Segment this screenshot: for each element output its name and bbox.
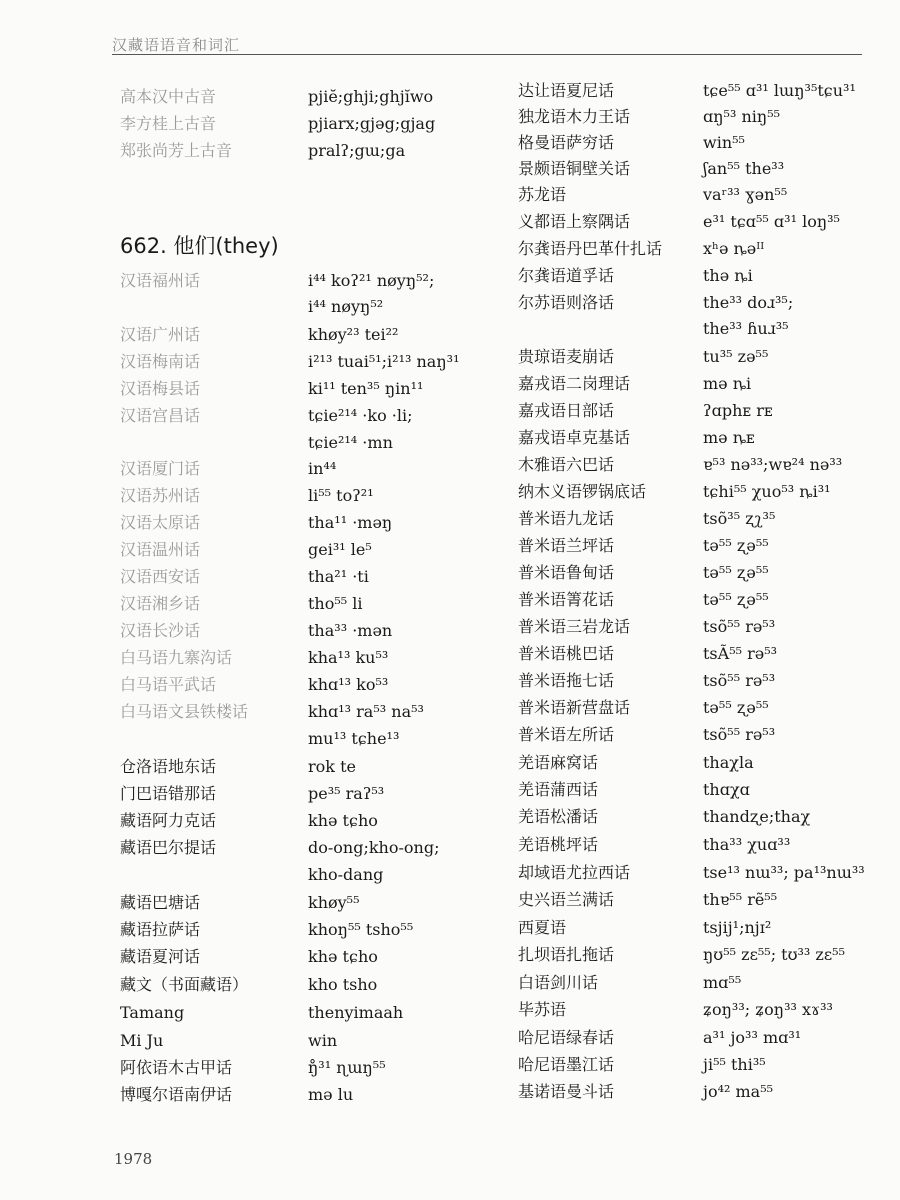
entry-language: 木雅语六巴话 [518, 455, 615, 474]
entry-form: ɑŋ⁵³ niŋ⁵⁵ [703, 107, 781, 126]
entry-language: 汉语梅南话 [120, 352, 201, 371]
entry-form: tha³³ χuɑ³³ [703, 835, 791, 854]
entry-form: ŋ̊³¹ ɳɯŋ⁵⁵ [308, 1058, 386, 1077]
entry-language: 独龙语木力王话 [518, 107, 631, 126]
entry-form: thə ȵi [703, 266, 753, 285]
entry-language: 景颇语铜壁关话 [518, 159, 631, 178]
entry-language: 藏语拉萨话 [120, 920, 201, 939]
entry-language: 汉语太原话 [120, 513, 201, 532]
entry-language: 汉语湘乡话 [120, 594, 201, 613]
entry-language: 普米语新营盘话 [518, 698, 631, 717]
entry-form: tu³⁵ zə⁵⁵ [703, 347, 769, 366]
entry-form: ŋʊ⁵⁵ zɛ⁵⁵; tʊ³³ zɛ⁵⁵ [703, 945, 845, 964]
entry-language: 普米语九龙话 [518, 509, 615, 528]
entry-language: 却域语尤拉西话 [518, 863, 631, 882]
entry-form: thɐ⁵⁵ rẽ⁵⁵ [703, 890, 778, 909]
entry-form: i⁴⁴ nøyŋ⁵² [308, 297, 384, 316]
entry-language: 白马语九寨沟话 [120, 648, 233, 667]
entry-form: i⁴⁴ koʔ²¹ nøyŋ⁵²; [308, 271, 435, 290]
entry-language: 普米语拖七话 [518, 671, 615, 690]
entry-form: tha²¹ ·ti [308, 567, 369, 586]
entry-form: li⁵⁵ toʔ²¹ [308, 486, 374, 505]
entry-form: tə⁵⁵ ʐə⁵⁵ [703, 590, 769, 609]
entry-language: 普米语三岩龙话 [518, 617, 631, 636]
page-number: 1978 [114, 1150, 153, 1168]
entry-language: 苏龙语 [518, 185, 567, 204]
entry-language: 汉语温州话 [120, 540, 201, 559]
entry-form: tho⁵⁵ li [308, 594, 363, 613]
entry-form: khɑ¹³ ko⁵³ [308, 675, 389, 694]
entry-language: 义都语上察隅话 [518, 212, 631, 231]
entry-form: mu¹³ tɕhe¹³ [308, 729, 400, 748]
header-rule [112, 54, 862, 55]
entry-language: 扎坝语扎拖话 [518, 945, 615, 964]
entry-form: thɑχɑ [703, 780, 750, 799]
entry-form: tsõ⁵⁵ rə⁵³ [703, 725, 776, 744]
entry-language: 普米语箐花话 [518, 590, 615, 609]
entry-language: 尔龚语道孚话 [518, 266, 615, 285]
entry-form: ki¹¹ ten³⁵ ŋin¹¹ [308, 379, 424, 398]
entry-form: tsjij¹;njɪ² [703, 918, 772, 937]
entry-language: 哈尼语绿春话 [518, 1028, 615, 1047]
entry-language: 博嘎尔语南伊话 [120, 1085, 233, 1104]
entry-language: 格曼语萨穷话 [518, 133, 615, 152]
entry-form: kha¹³ ku⁵³ [308, 648, 389, 667]
entry-form: tɕhi⁵⁵ χuo⁵³ ȵi³¹ [703, 482, 831, 501]
entry-language: 汉语厦门话 [120, 459, 201, 478]
entry-form: tə⁵⁵ ʐə⁵⁵ [703, 698, 769, 717]
entry-language: 藏语夏河话 [120, 947, 201, 966]
entry-form: mə ȵi [703, 374, 752, 393]
entry-form: khə tɕho [308, 811, 378, 830]
entry-language: 李方桂上古音 [120, 114, 217, 133]
entry-language: 高本汉中古音 [120, 87, 217, 106]
entry-form: ʔɑphᴇ rᴇ [703, 401, 773, 420]
entry-language: 汉语梅县话 [120, 379, 201, 398]
entry-form: gei³¹ le⁵ [308, 540, 372, 559]
entry-form: the³³ doɹ³⁵; [703, 293, 794, 312]
entry-form: do-ong;kho-ong; [308, 838, 440, 857]
entry-form: thaχla [703, 753, 754, 772]
entry-language: 汉语广州话 [120, 325, 201, 344]
running-header: 汉藏语语音和词汇 [112, 36, 241, 54]
entry-form: i²¹³ tuai⁵¹;i²¹³ naŋ³¹ [308, 352, 460, 371]
entry-language: 汉语福州话 [120, 271, 201, 290]
entry-form: ʃan⁵⁵ the³³ [703, 159, 785, 178]
entry-form: khɑ¹³ ra⁵³ na⁵³ [308, 702, 424, 721]
entry-language: 嘉戎语日部话 [518, 401, 615, 420]
entry-language: 史兴语兰满话 [518, 890, 615, 909]
entry-language: 汉语西安话 [120, 567, 201, 586]
entry-form: mə ȵᴇ [703, 428, 755, 447]
entry-language: 尔龚语丹巴革什扎话 [518, 239, 663, 258]
entry-language: 嘉戎语卓克基话 [518, 428, 631, 447]
entry-form: tɕe⁵⁵ ɑ³¹ lɯŋ³⁵tɕu³¹ [703, 81, 856, 100]
entry-form: thenyimaah [308, 1003, 404, 1022]
entry-language: 哈尼语墨江话 [518, 1055, 615, 1074]
entry-form: mɑ⁵⁵ [703, 973, 742, 992]
entry-language: 羌语麻窝话 [518, 753, 599, 772]
entry-language: 汉语苏州话 [120, 486, 201, 505]
entry-form: a³¹ jo³³ mɑ³¹ [703, 1028, 802, 1047]
entry-language: 白马语平武话 [120, 675, 217, 694]
entry-form: khøy⁵⁵ [308, 893, 360, 912]
entry-form: ji⁵⁵ thi³⁵ [703, 1055, 766, 1074]
entry-form: thandʐe;thaχ [703, 807, 811, 826]
entry-language: 仓洛语地东话 [120, 757, 217, 776]
entry-form: pjiarx;gjəg;gjag [308, 114, 436, 133]
entry-form: khoŋ⁵⁵ tsho⁵⁵ [308, 920, 414, 939]
entry-form: pjiĕ;ghji;ghjĭwo [308, 87, 434, 106]
entry-language: 藏语巴尔提话 [120, 838, 217, 857]
entry-language: Tamang [120, 1003, 185, 1022]
entry-language: 白马语文县铁楼话 [120, 702, 249, 721]
entry-form: kho tsho [308, 975, 378, 994]
entry-form: tsÃ⁵⁵ rə⁵³ [703, 644, 778, 663]
entry-form: tha¹¹ ·məŋ [308, 513, 393, 532]
entry-form: tə⁵⁵ ʐə⁵⁵ [703, 563, 769, 582]
entry-form: tse¹³ nɯ³³; pa¹³nɯ³³ [703, 863, 865, 882]
entry-language: 普米语左所话 [518, 725, 615, 744]
entry-form: kho-dang [308, 865, 384, 884]
entry-language: Mi Ju [120, 1031, 164, 1050]
entry-form: pralʔ;gɯ;ga [308, 141, 406, 160]
entry-form: pe³⁵ raʔ⁵³ [308, 784, 385, 803]
entry-language: 毕苏语 [518, 1000, 567, 1019]
entry-form: jo⁴² ma⁵⁵ [703, 1082, 774, 1101]
entry-form: e³¹ tɕɑ⁵⁵ ɑ³¹ loŋ³⁵ [703, 212, 840, 231]
entry-form: tsõ³⁵ ʐʅ³⁵ [703, 509, 776, 528]
entry-form: win [308, 1031, 338, 1050]
entry-form: in⁴⁴ [308, 459, 337, 478]
entry-language: 嘉戎语二岗理话 [518, 374, 631, 393]
entry-language: 普米语鲁甸话 [518, 563, 615, 582]
entry-language: 普米语桃巴话 [518, 644, 615, 663]
entry-form: khə tɕho [308, 947, 378, 966]
entry-language: 贵琼语麦崩话 [518, 347, 615, 366]
entry-form: khøy²³ tei²² [308, 325, 399, 344]
entry-form: vaʳ³³ ɣən⁵⁵ [703, 185, 788, 204]
entry-language: 郑张尚芳上古音 [120, 141, 233, 160]
entry-language: 普米语兰坪话 [518, 536, 615, 555]
section-heading: 662. 他们(they) [120, 234, 279, 258]
entry-form: mə lu [308, 1085, 354, 1104]
entry-language: 门巴语错那话 [120, 784, 217, 803]
entry-language: 达让语夏尼话 [518, 81, 615, 100]
entry-form: tɕie²¹⁴ ·mn [308, 433, 393, 452]
entry-form: tɕie²¹⁴ ·ko ·li; [308, 406, 413, 425]
entry-form: tsõ⁵⁵ rə⁵³ [703, 671, 776, 690]
entry-language: 羌语桃坪话 [518, 835, 599, 854]
entry-language: 羌语松潘话 [518, 807, 599, 826]
entry-language: 藏文（书面藏语） [120, 975, 249, 994]
entry-language: 西夏语 [518, 918, 567, 937]
entry-language: 羌语蒲西话 [518, 780, 599, 799]
entry-language: 基诺语曼斗话 [518, 1082, 615, 1101]
entry-form: rok te [308, 757, 356, 776]
entry-form: tha³³ ·mən [308, 621, 393, 640]
entry-form: the³³ ɦuɹ³⁵ [703, 319, 789, 338]
entry-language: 纳木义语锣锅底话 [518, 482, 647, 501]
entry-form: xʰə ȵəᴵᴵ [703, 239, 765, 258]
entry-language: 白语剑川话 [518, 973, 599, 992]
entry-form: tə⁵⁵ ʐə⁵⁵ [703, 536, 769, 555]
entry-form: ɐ⁵³ nə³³;wɐ²⁴ nə³³ [703, 455, 843, 474]
entry-language: 汉语宫昌话 [120, 406, 201, 425]
entry-form: ʑoŋ³³; ʑoŋ³³ xɤ³³ [703, 1000, 833, 1019]
entry-language: 藏语巴塘话 [120, 893, 201, 912]
entry-language: 尔苏语则洛话 [518, 293, 615, 312]
entry-language: 藏语阿力克话 [120, 811, 217, 830]
entry-language: 汉语长沙话 [120, 621, 201, 640]
entry-form: tsõ⁵⁵ rə⁵³ [703, 617, 776, 636]
entry-language: 阿依语木古甲话 [120, 1058, 233, 1077]
entry-form: win⁵⁵ [703, 133, 745, 152]
